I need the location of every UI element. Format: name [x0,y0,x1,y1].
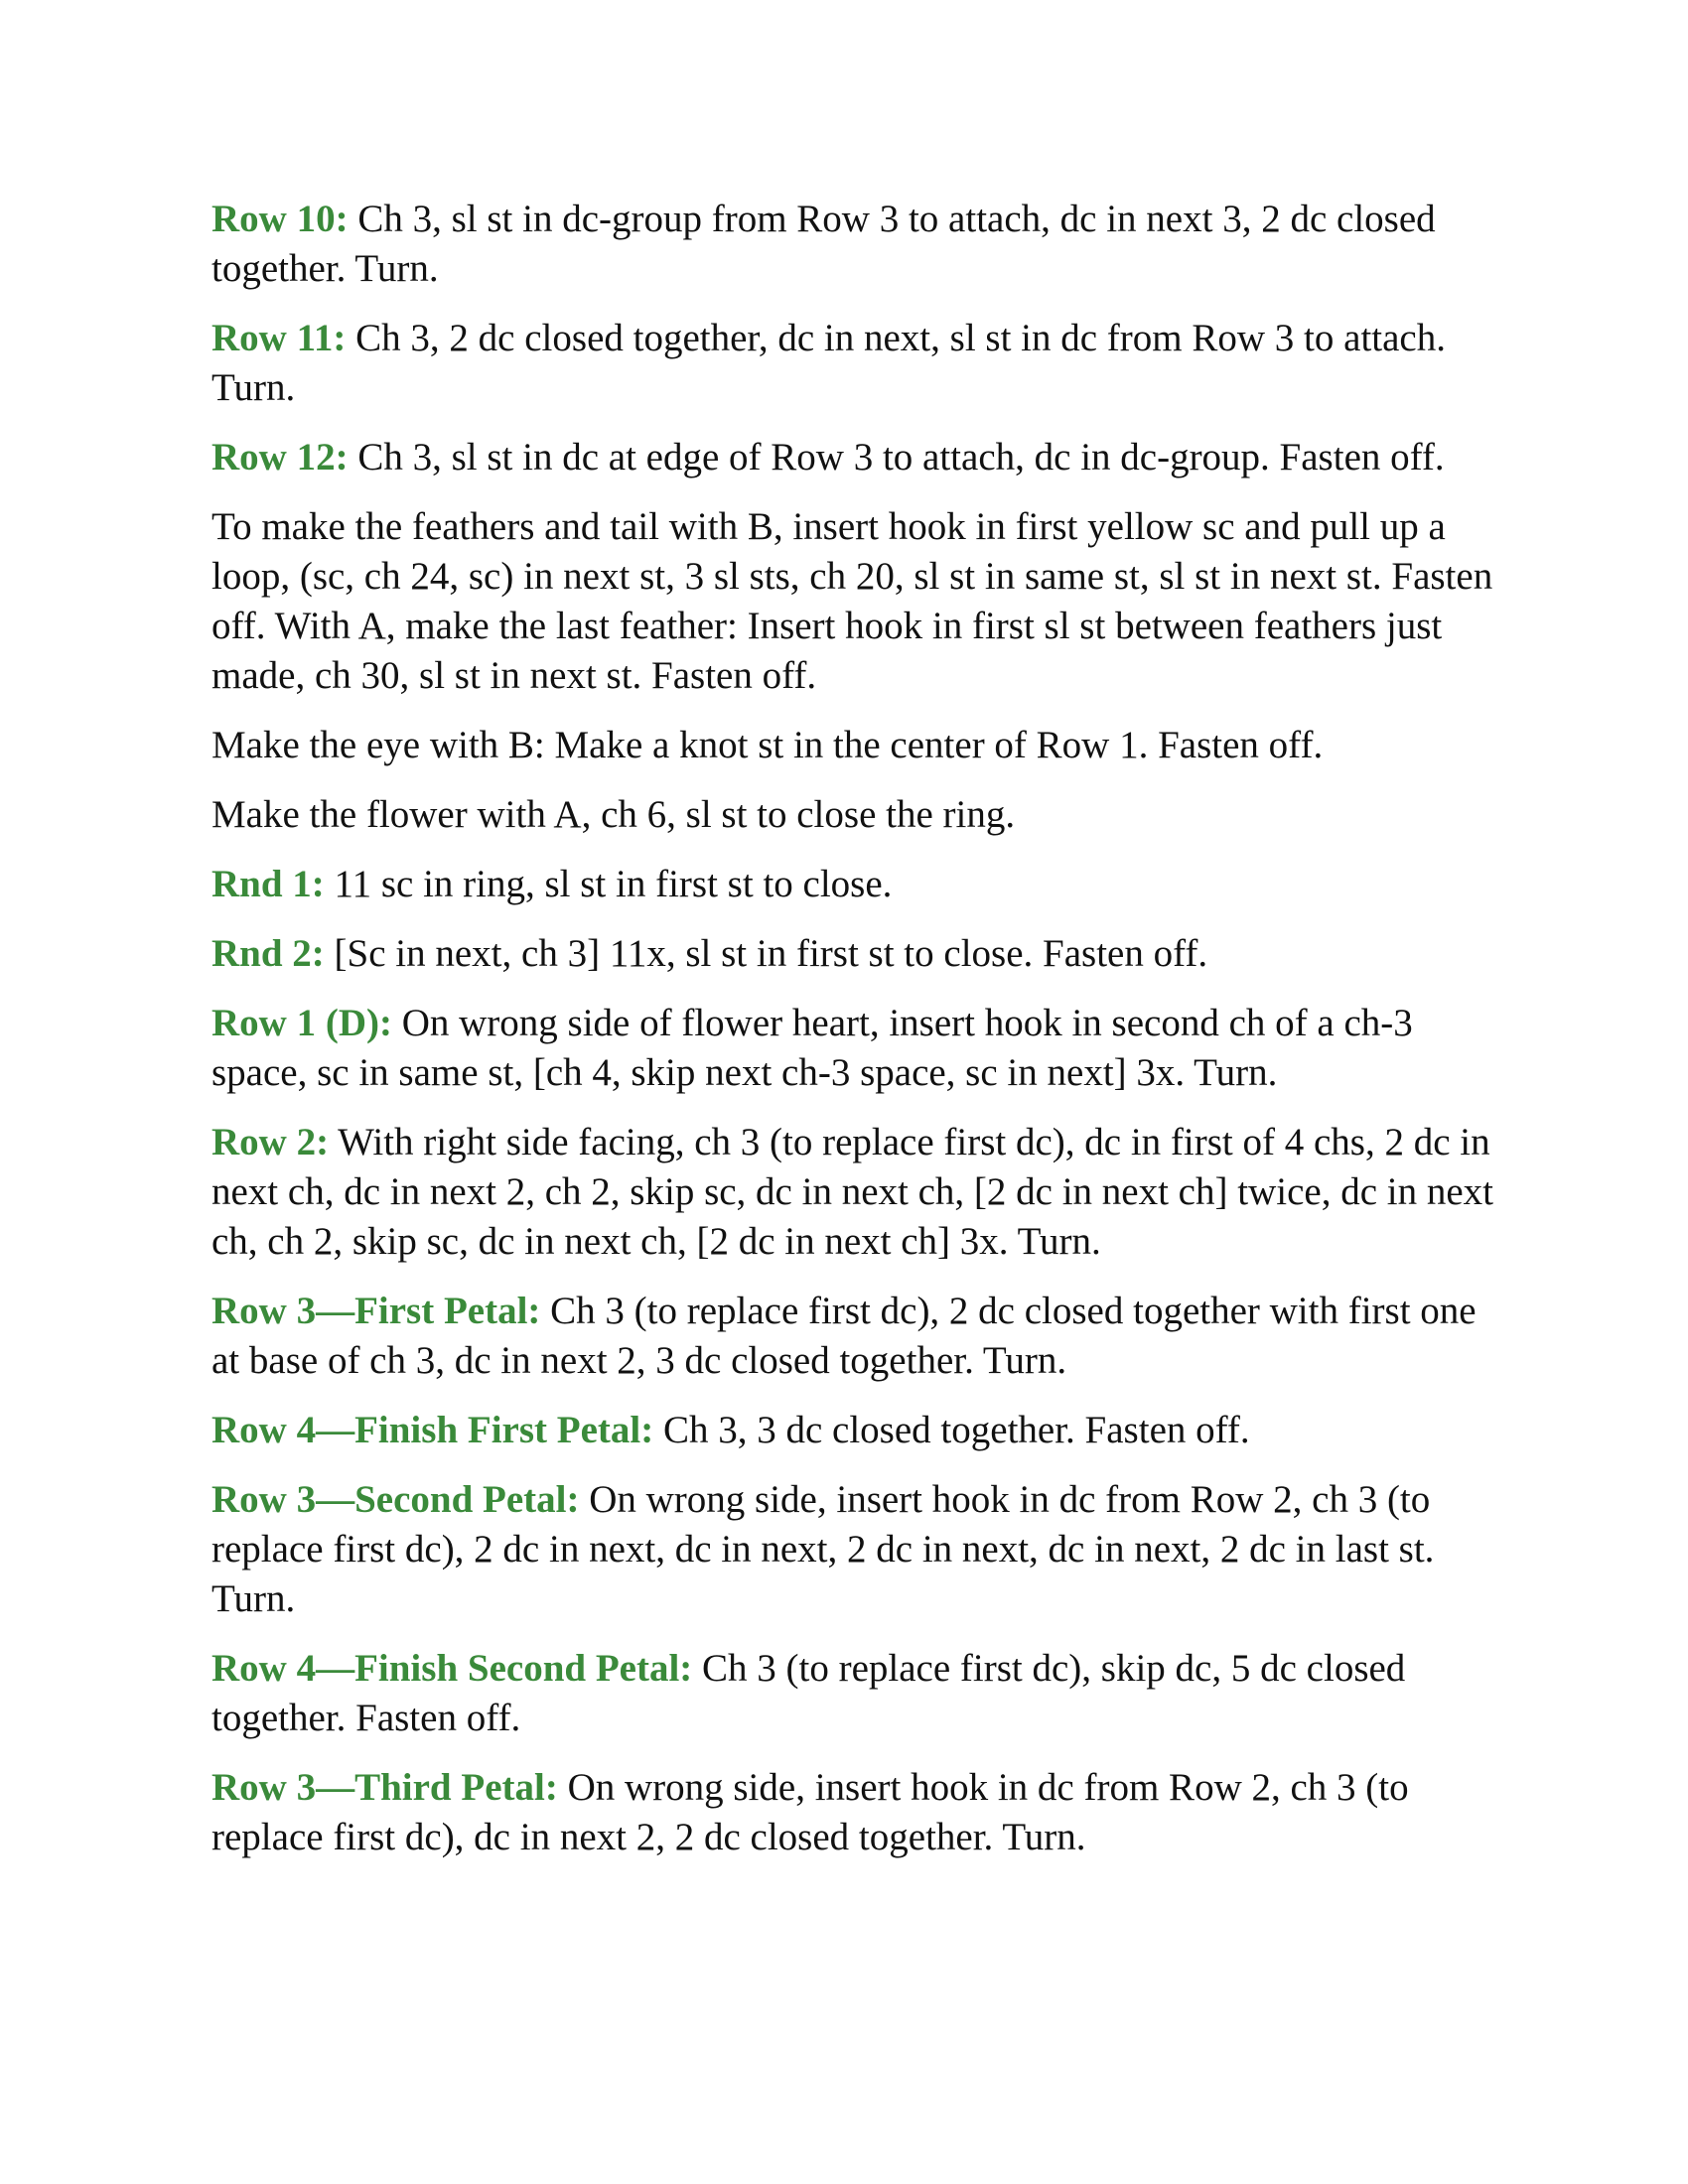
row-text: Ch 3, 3 dc closed together. Fasten off. [653,1409,1250,1451]
row-text: 11 sc in ring, sl st in first st to close. [324,863,893,905]
paragraph-row-12 [211,433,1502,482]
paragraph-row-10 [211,195,1502,294]
row-text: On wrong side, insert hook in dc from Row 2, ch 3 (to replace first dc), 2 dc in next, dc in next, 2 dc in next, dc in next, 2 dc in last st. Turn. [211,1478,1435,1620]
row-text: Ch 3, sl st in dc at edge of Row 3 to attach, dc in dc-group. Fasten off. [348,436,1445,478]
paragraph-text: Make the eye with B: Make a knot st in the center of Row 1. Fasten off. [211,724,1324,766]
row-text: Ch 3, 2 dc closed together, dc in next, sl st in dc from Row 3 to attach. Turn. [211,317,1446,409]
paragraph-row-11 [211,314,1502,413]
row-label: Row 12: [211,436,349,478]
row-text: [Sc in next, ch 3] 11x, sl st in first st to close. Fasten off. [324,932,1208,975]
paragraph-row-2 [211,1118,1502,1267]
paragraph-row-4-finish-second-petal [211,1644,1502,1743]
paragraph-feathers [211,502,1502,701]
row-label: Rnd 1: [211,863,325,905]
row-label: Rnd 2: [211,932,325,975]
row-label: Row 3—Second Petal: [211,1478,580,1521]
paragraph-text: To make the feathers and tail with B, insert hook in first yellow sc and pull up a loop, (sc, ch 24, sc) in next st, 3 sl sts, ch 20, sl st in same st, sl st in next st. Fasten off. With A, make the last feather: Insert hook in first sl st between feathers just made, ch 30, sl st in next st. Fasten off. [211,505,1493,697]
paragraph-row-4-finish-first-petal [211,1406,1502,1455]
row-text: Ch 3 (to replace first dc), 2 dc closed together with first one at base of ch 3, dc in next 2, 3 dc closed together. Turn. [211,1290,1477,1382]
paragraph-rnd-2 [211,929,1502,979]
row-label: Row 3—Third Petal: [211,1766,558,1809]
paragraph-row-1-d [211,999,1502,1098]
row-label: Row 4—Finish First Petal: [211,1409,654,1451]
row-text: On wrong side, insert hook in dc from Row 2, ch 3 (to replace first dc), dc in next 2, 2 dc closed together. Turn. [211,1766,1409,1858]
row-label: Row 1 (D): [211,1002,392,1044]
row-text: Ch 3, sl st in dc-group from Row 3 to attach, dc in next 3, 2 dc closed together. Turn. [211,198,1436,290]
row-label: Row 4—Finish Second Petal: [211,1647,693,1690]
row-label: Row 11: [211,317,347,359]
row-label: Row 2: [211,1121,330,1163]
paragraph-flower [211,790,1502,840]
paragraph-row-3-second-petal [211,1475,1502,1624]
paragraph-eye [211,721,1502,770]
paragraph-text: Make the flower with A, ch 6, sl st to close the ring. [211,793,1016,836]
row-label: Row 10: [211,198,349,240]
paragraph-rnd-1 [211,860,1502,909]
row-text: With right side facing, ch 3 (to replace first dc), dc in first of 4 chs, 2 dc in next ch, dc in next 2, ch 2, skip sc, dc in next ch, [2 dc in next ch] twice, dc in next ch, ch 2, skip sc, dc in next ch, [2 dc in next ch] 3x. Turn. [211,1121,1493,1263]
row-text: On wrong side of flower heart, insert hook in second ch of a ch-3 space, sc in same st, [ch 4, skip next ch-3 space, sc in next] 3x. Turn. [211,1002,1413,1094]
instructions-page [211,195,1502,1882]
paragraph-row-3-first-petal [211,1287,1502,1386]
row-text: Ch 3 (to replace first dc), skip dc, 5 dc closed together. Fasten off. [211,1647,1406,1739]
paragraph-row-3-third-petal [211,1763,1502,1862]
row-label: Row 3—First Petal: [211,1290,541,1332]
